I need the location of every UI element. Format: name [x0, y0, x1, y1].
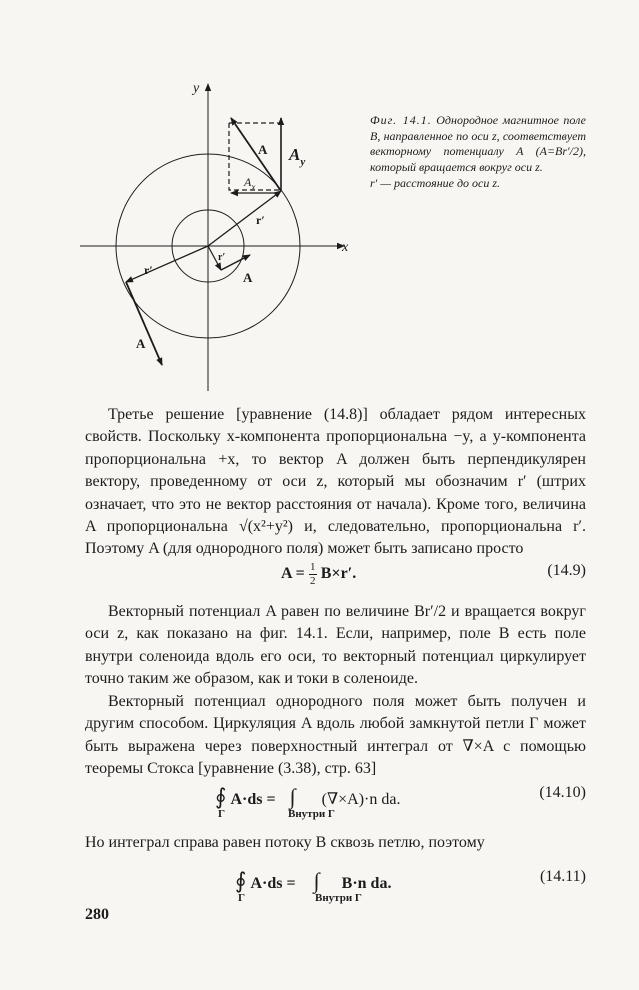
label-A-left: A [136, 336, 146, 351]
eq3-sub-right: Внутри Г [315, 892, 362, 904]
eq3-rhs: B·n da. [341, 875, 392, 892]
eq2-sub-left: Г [218, 808, 225, 820]
eq2-number: (14.10) [539, 784, 586, 801]
eq2-sub-right: Внутри Г [288, 808, 335, 820]
eq2-integral: ∫ [289, 784, 296, 809]
equation-14-9 [85, 562, 586, 592]
vector-A-upper [231, 118, 281, 191]
eq1-den: 2 [310, 575, 316, 587]
figure-caption [370, 113, 586, 192]
label-A-inner: A [243, 270, 253, 285]
eq1-num: 1 [310, 561, 316, 573]
eq1-number: (14.9) [547, 562, 586, 579]
eq3-sub-left: Г [238, 892, 245, 904]
eq2-rhs: (∇×A)·n da. [321, 791, 401, 808]
eq2-lhs: A·ds = [230, 791, 276, 808]
eq1-fraction [309, 562, 317, 587]
vector-A-left [126, 282, 162, 365]
eq3-number: (14.11) [539, 868, 586, 885]
label-A-upper: A [258, 142, 268, 157]
eq3-lhs: A·ds = [250, 875, 296, 892]
label-r-inner: r′ [218, 252, 226, 263]
label-Ay: $A_y$ [289, 145, 306, 168]
paragraph-3: Векторный потенциал однородного поля может быть получен и другим способом. Циркуляция A вдоль любой замкнутой петли Г может быть выражена через поверхностный интеграл от ∇×A с помощью теоремы Стокса [уравнение (3.38), стр. 63] [85, 693, 586, 778]
x-axis-label: x [342, 240, 349, 255]
equation-14-11 [85, 868, 586, 904]
equation-14-11-expr [235, 868, 391, 894]
eq3-contour-integral: ∮ [235, 868, 247, 893]
vector-potential-diagram [78, 76, 368, 396]
y-axis-label: y [193, 81, 200, 96]
radius-left [126, 246, 208, 282]
equation-14-9-expr [281, 562, 356, 587]
equation-14-10 [85, 784, 586, 820]
eq1-rhs: B×r′. [320, 565, 357, 583]
equation-14-10-expr [215, 784, 400, 810]
eq2-contour-integral: ∮ [215, 784, 227, 809]
paragraph-1: Третье решение [уравнение (14.8)] обладает рядом интересных свойств. Поскольку x-компонента пропорциональна −y, а y-компонента пропорциональна +x, то вектор A должен быть перпендикулярен вектору, проведенному от оси z, который мы обозначим r′ (штрих означает, что это не вектор расстояния от начала). Кроме того, величина A пропорциональна √(x²+y²) и, следовательно, пропорциональна r′. Поэтому A (для однородного поля) может быть записано просто [85, 406, 586, 558]
paragraph-2: Векторный потенциал A равен по величине Br′/2 и вращается вокруг оси z, как показано на фиг. 14.1. Если, например, поле B есть поле внутри соленоида вдоль его оси, то векторный потенциал циркулирует точно таким же образом, как и токи в соленоиде. [85, 603, 586, 688]
label-r-left: r′ [144, 263, 153, 277]
eq1-lhs: A = [281, 565, 305, 583]
caption-label: Фиг. 14.1. [370, 113, 432, 127]
caption-note: r′ — расстояние до оси z. [370, 176, 501, 190]
eq3-integral: ∫ [313, 868, 320, 893]
radius-upper [208, 191, 281, 246]
figure-14-1 [78, 76, 368, 396]
vector-A-inner [221, 255, 250, 270]
label-Ax: $A_x$ [244, 175, 256, 192]
page-number: 280 [85, 906, 109, 923]
paragraph-4: Но интеграл справа равен потоку B сквозь петлю, поэтому [85, 834, 485, 851]
label-r-upper: r′ [256, 213, 265, 227]
caption-text: Однородное магнитное поле B, направленное по оси z, соответствует векторному потенциалу A (A=Br′/2), который вращается вокруг оси z. [370, 113, 586, 174]
